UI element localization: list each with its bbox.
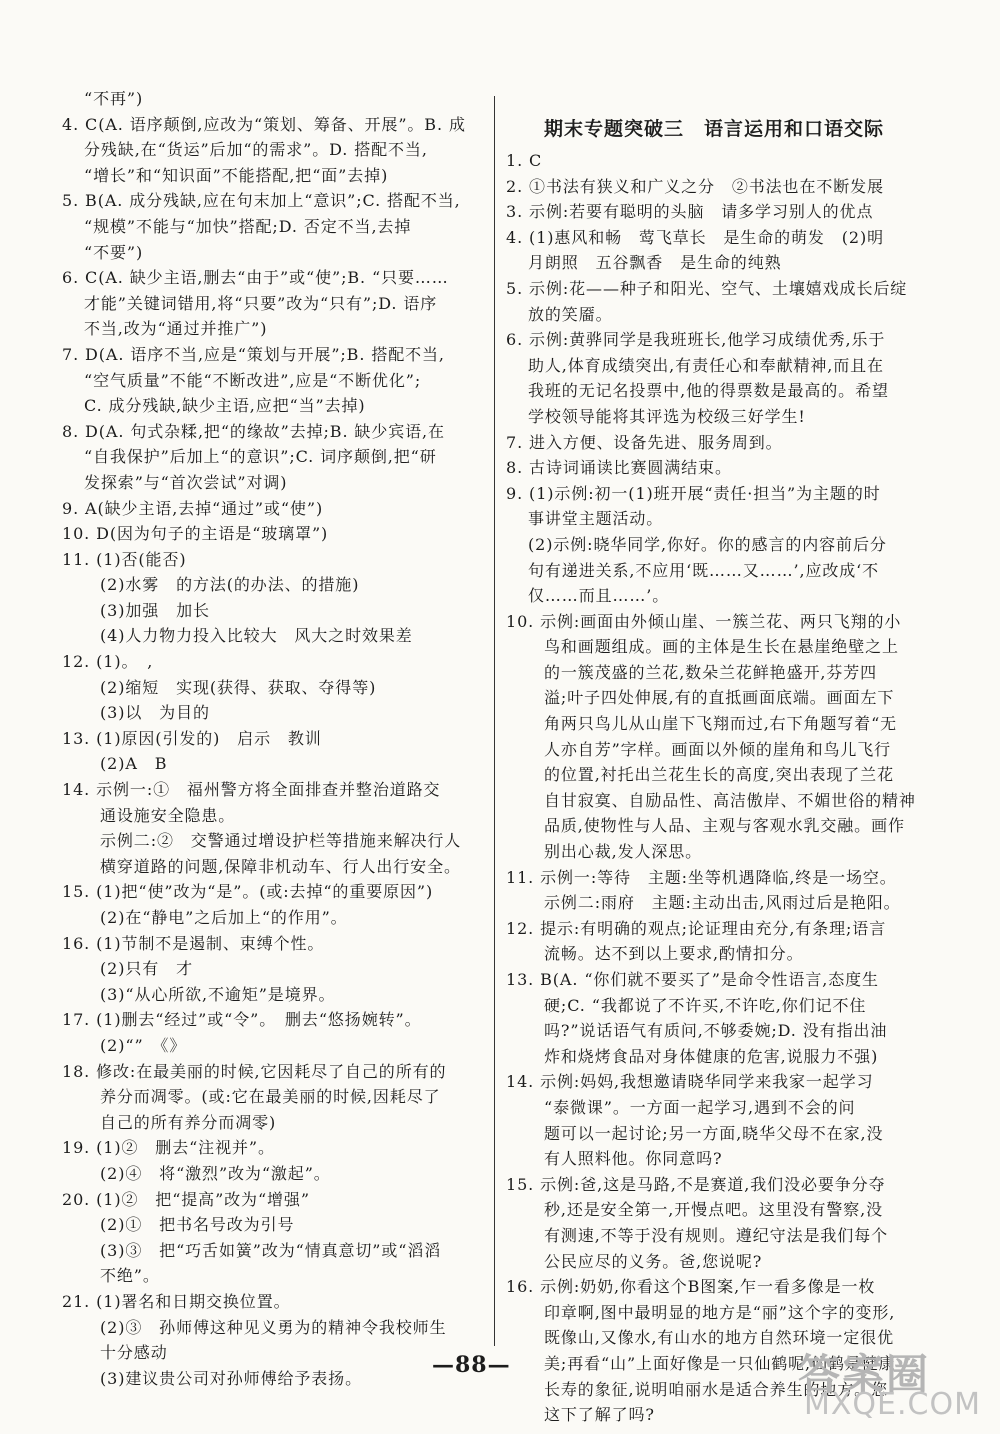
- page-number: —88—: [432, 1352, 511, 1378]
- text-line: 才能”关键词错用,将“只要”改为“只有”;D. 语序: [84, 293, 438, 313]
- text-line: 吗?”说话语气有质问,不够委婉;D. 没有指出油: [544, 1021, 888, 1041]
- text-line: 月朗照 五谷飘香 是生命的纯熟: [528, 253, 782, 273]
- text-line: 美;再看“山”上面好像是一只仙鹤呢,仙鹤是健康: [544, 1353, 896, 1373]
- text-line: 不绝”。: [100, 1266, 160, 1286]
- text-line: 5. 示例:花——种子和阳光、空气、土壤嬉戏成长后绽: [506, 278, 908, 298]
- text-line: 有人照料他。你同意吗?: [544, 1149, 723, 1169]
- text-line: (3)以 为目的: [100, 703, 210, 723]
- text-line: 4. (1)惠风和畅 莺飞草长 是生命的萌发 (2)明: [506, 227, 884, 247]
- text-line: 横穿道路的问题,保障非机动车、行人出行安全。: [100, 856, 461, 876]
- text-line: 学校领导能将其评选为校级三好学生!: [528, 406, 806, 426]
- right-lines: [506, 148, 922, 1428]
- text-line: 句有递进关系,不应用‘既……又……’,应改成‘不: [528, 560, 880, 580]
- text-line: 示例二:雨府 主题:主动出击,风雨过后是艳阳。: [544, 893, 901, 913]
- text-line: 9. (1)示例:初一(1)班开展“责任·担当”为主题的时: [506, 483, 881, 503]
- text-line: 别出心裁,发人深思。: [544, 842, 703, 862]
- text-line: 6. C(A. 缺少主语,删去“由于”或“使”;B. “只要……: [62, 268, 449, 288]
- text-line: 5. B(A. 成分残缺,应在句末加上“意识”;C. 搭配不当,: [62, 191, 461, 211]
- text-line: “空气质量”不能“不断改进”,应是“不断优化”;: [84, 370, 422, 390]
- text-line: 15. 示例:爸,这是马路,不是赛道,我们没必要争分夺: [506, 1174, 886, 1194]
- text-line: 8. D(A. 句式杂糅,把“的缘故”去掉;B. 缺少宾语,在: [62, 421, 445, 441]
- text-line: (2)A B: [100, 754, 168, 774]
- text-line: 放的笑靥。: [528, 304, 613, 324]
- text-line: (3)建议贵公司对孙师傅给予表扬。: [100, 1368, 362, 1388]
- text-line: 印章啊,图中最明显的地方是“丽”这个字的变形,: [544, 1302, 896, 1322]
- text-line: 养分而凋零。(或:它在最美丽的时候,因耗尽了: [100, 1087, 441, 1107]
- text-line: 分残缺,在“货运”后加“的需求”。D. 搭配不当,: [84, 140, 428, 160]
- text-line: 的一簇茂盛的兰花,数朵兰花鲜艳盛开,芬芳四: [544, 662, 878, 682]
- text-line: 13. B(A. “你们就不要买了”是命令性语言,态度生: [506, 970, 879, 989]
- text-line: (3)加强 加长: [100, 600, 210, 620]
- text-line: 11. (1)否(能否): [62, 549, 187, 569]
- text-line: 我班的无记名投票中,他的得票数是最高的。希望: [528, 381, 889, 401]
- section-title: 期末专题突破三 语言运用和口语交际: [543, 118, 884, 140]
- text-line: 溢;叶子四处伸展,有的直抵画面底端。画面左下: [544, 688, 895, 708]
- watermark-title: 答案圈: [798, 1350, 931, 1399]
- text-line: 14. 示例一:① 福州警方将全面排查并整治道路交: [62, 780, 441, 800]
- text-line: “规模”不能与“加快”搭配;D. 否定不当,去掉: [84, 216, 412, 236]
- text-line: (2)示例:晓华同学,你好。你的感言的内容前后分: [528, 534, 887, 554]
- text-line: 18. 修改:在最美丽的时候,它因耗尽了自己的所有的: [62, 1061, 447, 1081]
- text-line: 事讲堂主题活动。: [528, 509, 664, 529]
- text-line: “自我保护”后加上“的意识”;C. 词序颠倒,把“研: [84, 447, 437, 467]
- left-column: [62, 86, 482, 1391]
- text-line: 炸和烧烤食品对身体健康的危害,说服力不强): [544, 1046, 879, 1066]
- text-line: 10. D(因为句子的主语是“玻璃罩”): [62, 524, 329, 544]
- text-line: C. 成分残缺,缺少主语,应把“当”去掉): [84, 396, 366, 416]
- text-line: (3)“从心所欲,不逾矩”是境界。: [100, 984, 336, 1004]
- text-line: 硬;C. “我都说了不许买,不许吃,你们记不住: [544, 995, 867, 1015]
- column-divider: [494, 96, 495, 1346]
- right-column: [506, 86, 922, 1428]
- text-line: (2)只有 才: [100, 959, 193, 979]
- text-line: 流畅。达不到以上要求,酌情扣分。: [544, 944, 804, 964]
- text-line: 17. (1)删去“经过”或“令”。 删去“悠扬婉转”。: [62, 1010, 422, 1030]
- text-line: 秒,还是安全第一,开慢点吧。这里没有警察,没: [544, 1200, 884, 1220]
- text-line: 人亦自芳”字样。画面以外倾的崖角和鸟儿飞行: [544, 739, 892, 759]
- text-line: 十分感动: [100, 1343, 168, 1363]
- text-line: 通设施安全隐患。: [100, 805, 236, 825]
- text-line: “不再”): [84, 89, 144, 108]
- text-line: 助人,体育成绩突出,有责任心和奉献精神,而且在: [528, 355, 884, 375]
- text-line: 这下了解了吗?: [544, 1405, 655, 1425]
- text-line: 3. 示例:若要有聪明的头脑 请多学习别人的优点: [506, 202, 874, 222]
- text-line: 6. 示例:黄骅同学是我班班长,他学习成绩优秀,乐于: [506, 330, 886, 350]
- text-line: 不当,改为“通过并推广”): [84, 319, 268, 339]
- text-line: “增长”和“知识面”不能搭配,把“面”去掉): [84, 165, 389, 185]
- text-line: 14. 示例:妈妈,我想邀请晓华同学来我家一起学习: [506, 1072, 874, 1092]
- watermark-url: MXQE.COM: [804, 1387, 981, 1422]
- text-line: 12. (1)。 ,: [62, 652, 154, 672]
- text-line: (4)人力物力投入比较大 风大之时效果差: [100, 626, 413, 646]
- text-line: (3)③ 把“巧舌如簧”改为“情真意切”或“滔滔: [100, 1240, 442, 1260]
- text-line: 1. C: [506, 151, 543, 170]
- text-line: (2)水雾 的方法(的办法、的措施): [100, 575, 360, 595]
- text-line: 既像山,又像水,有山水的地方自然环境一定很优: [544, 1328, 894, 1348]
- text-line: 品质,使物性与人品、主观与客观水乳交融。画作: [544, 816, 905, 836]
- text-line: (2)④ 将“激烈”改为“激起”。: [100, 1163, 331, 1183]
- watermark-logo: [798, 1336, 988, 1426]
- text-line: 仅……而且……’。: [528, 586, 670, 606]
- text-line: 题可以一起讨论;另一方面,晓华父母不在家,没: [544, 1123, 884, 1143]
- text-line: 2. ①书法有狭义和广义之分 ②书法也在不断发展: [506, 176, 884, 196]
- text-line: 21. (1)署名和日期交换位置。: [62, 1291, 291, 1311]
- text-line: 有测速,不等于没有规则。遵纪守法是我们每个: [544, 1225, 888, 1245]
- text-line: (2)“” 《》: [100, 1035, 187, 1055]
- text-line: 8. 古诗词诵读比赛圆满结束。: [506, 458, 732, 478]
- text-line: 长寿的象征,说明咱丽水是适合养生的地方。您: [544, 1379, 888, 1399]
- text-line: 9. A(缺少主语,去掉“通过”或“使”): [62, 498, 324, 518]
- text-line: 鸟和画题组成。画的主体是生长在悬崖绝壁之上: [544, 637, 899, 657]
- text-line: 自己的所有养分而凋零): [100, 1112, 277, 1132]
- text-line: 公民应尽的义务。爸,您说呢?: [544, 1251, 763, 1271]
- text-line: 7. D(A. 语序不当,应是“策划与开展”;B. 搭配不当,: [62, 344, 445, 364]
- text-line: 15. (1)把“使”改为“是”。(或:去掉“的重要原因”): [62, 882, 434, 902]
- text-line: “不要”): [84, 242, 144, 262]
- text-line: 13. (1)原因(引发的) 启示 教训: [62, 728, 322, 748]
- text-line: 自甘寂寞、自励品性、高洁傲岸、不媚世俗的精神: [544, 790, 916, 810]
- text-line: 的位置,衬托出兰花生长的高度,突出表现了兰花: [544, 765, 894, 785]
- text-line: 19. (1)② 删去“注视并”。: [62, 1138, 275, 1158]
- text-line: 16. (1)节制不是遏制、束缚个性。: [62, 933, 325, 953]
- text-line: 7. 进入方便、设备先进、服务周到。: [506, 432, 783, 452]
- text-line: 4. C(A. 语序颠倒,应改为“策划、筹备、开展”。B. 成: [62, 114, 466, 134]
- text-line: 11. 示例一:等待 主题:坐等机遇降临,终是一场空。: [506, 867, 897, 887]
- text-line: “泰微课”。一方面一起学习,遇到不会的问: [544, 1097, 856, 1117]
- text-line: (2)③ 孙师傅这种见义勇为的精神令我校师生: [100, 1317, 447, 1337]
- text-line: 10. 示例:画面由外倾山崖、一簇兰花、两只飞翔的小: [506, 611, 902, 631]
- text-line: 16. 示例:奶奶,你看这个B图案,乍一看多像是一枚: [506, 1277, 876, 1297]
- text-line: (2)在“静电”之后加上“的作用”。: [100, 908, 348, 927]
- text-line: 发探索”与“首次尝试”对调): [84, 472, 288, 492]
- text-line: 20. (1)② 把“提高”改为“增强”: [62, 1189, 310, 1209]
- text-line: (2)缩短 实现(获得、获取、夺得等): [100, 677, 377, 697]
- text-line: (2)① 把书名号改为引号: [100, 1215, 295, 1235]
- text-line: 12. 提示:有明确的观点;论证理由充分,有条理;语言: [506, 918, 887, 938]
- text-line: 示例二:② 交警通过增设护栏等措施来解决行人: [100, 831, 462, 851]
- text-line: 角两只鸟儿从山崖下飞翔而过,右下角题写着“无: [544, 714, 898, 734]
